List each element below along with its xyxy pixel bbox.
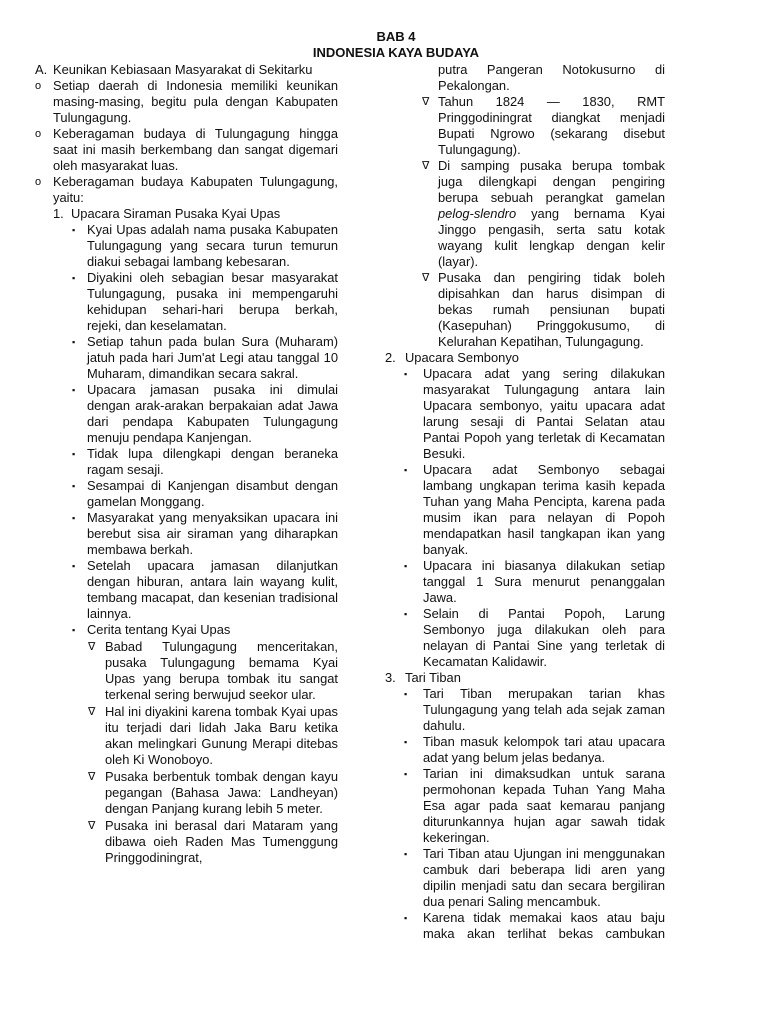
square-bullet-icon: ▪: [72, 337, 76, 347]
square-bullet-icon: ▪: [404, 737, 408, 747]
item3-bullet: [385, 734, 665, 766]
item1-heading: [35, 206, 338, 222]
square-bullet-icon: ▪: [404, 561, 408, 571]
item3-heading: [385, 670, 665, 686]
item2-bullet: [385, 462, 665, 558]
square-bullet-icon: ▪: [404, 769, 408, 779]
intro-point: [35, 174, 338, 206]
item2-bullet: [385, 606, 665, 670]
nabla-bullet-icon: ∇: [88, 706, 96, 718]
square-bullet-icon: ▪: [72, 625, 76, 635]
story-point-text: Pusaka ini berasal dari Mataram yang dibawa oieh Raden Mas Tumenggung Pringgodiningrat,: [105, 818, 338, 865]
right-column: [385, 62, 665, 942]
item1-bullet-text: Setiap tahun pada bulan Sura (Muharam) jatuh pada hari Jum'at Legi atau tanggal 10 Muharam, dimandikan secara sakral.: [87, 334, 338, 381]
item3-bullet-text: Tari Tiban merupakan tarian khas Tulungagung yang telah ada sejak zaman dahulu.: [423, 686, 665, 733]
item1-bullet: [35, 558, 338, 622]
item2-bullet-text: Upacara ini biasanya dilakukan setiap tanggal 1 Sura menurut penanggalan Jawa.: [423, 558, 665, 605]
story-point: [35, 818, 338, 866]
chapter-label: BAB 4: [376, 29, 416, 44]
square-bullet-icon: ▪: [72, 385, 76, 395]
square-bullet-icon: ▪: [404, 913, 408, 923]
nabla-bullet-icon: ∇: [422, 272, 430, 284]
story-point: [385, 94, 665, 158]
item2-bullet-text: Upacara adat yang sering dilakukan masyarakat Tulungagung antara lain Upacara sembonyo, yaitu upacara adat larung sesaji di Pantai Selatan atau Pantai Popoh yang terletak di Kecamatan Besuki.: [423, 366, 665, 461]
item1-bullet-text: Sesampai di Kanjengan disambut dengan gamelan Monggang.: [87, 478, 338, 509]
story-point: [35, 639, 338, 703]
item1-bullet-text: Kyai Upas adalah nama pusaka Kabupaten Tulungagung yang secara turun temurun diakui sebagai lambang kebesaran.: [87, 222, 338, 269]
story-point-text: Pusaka dan pengiring tidak boleh dipisahkan dan harus disimpan di bekas rumah pensiunan bupati (Kasepuhan) Pringgokusumo, di Kelurahan Kepatihan, Tulungagung.: [438, 270, 665, 349]
item3-bullet: [385, 766, 665, 846]
story-text-part: yang bernama Kyai Jinggo pengasih, serta satu kotak wayang kulit lengkap dengan kelir (layar).: [438, 206, 665, 269]
item3-bullet-text: Karena tidak memakai kaos atau baju maka akan terlihat bekas cambukan: [423, 910, 665, 941]
circle-bullet-icon: o: [35, 80, 42, 92]
item1-bullet: [35, 222, 338, 270]
item3-title: Tari Tiban: [405, 670, 461, 685]
item2-bullet-text: Selain di Pantai Popoh, Larung Sembonyo juga dilakukan oleh para nelayan di Pantai Sine yang terletak di Kecamatan Kalidawir.: [423, 606, 665, 669]
item1-bullet-text: Upacara jamasan pusaka ini dimulai dengan arak-arakan berpakaian adat Jawa dari pendapa Kabupaten Tulungagung menuju pendapa Kanjengan.: [87, 382, 338, 445]
square-bullet-icon: ▪: [72, 513, 76, 523]
item1-bullet: [35, 334, 338, 382]
item1-bullet: [35, 510, 338, 558]
square-bullet-icon: ▪: [404, 609, 408, 619]
section-a-heading: [35, 62, 338, 78]
item3-bullet-text: Tiban masuk kelompok tari atau upacara adat yang belum jelas bedanya.: [423, 734, 665, 765]
item2-bullet: [385, 558, 665, 606]
item1-bullet: [35, 446, 338, 478]
item1-bullet-text: Diyakini oleh sebagian besar masyarakat Tulungagung, pusaka ini mempengaruhi kehidupan sehari-hari berupa berkah, rejeki, dan keselamatan.: [87, 270, 338, 333]
square-bullet-icon: ▪: [72, 449, 76, 459]
left-column: [35, 62, 338, 866]
story-point-text: Hal ini diyakini karena tombak Kyai upas itu terjadi dari lidah Jaka Baru ketika akan melingkari Gunung Merapi ditebas oleh Ki Wonoboyo.: [105, 704, 338, 767]
item1-bullet: [35, 478, 338, 510]
square-bullet-icon: ▪: [72, 273, 76, 283]
square-bullet-icon: ▪: [72, 481, 76, 491]
square-bullet-icon: ▪: [72, 225, 76, 235]
story-point-continued: [385, 62, 665, 94]
item1-bullet-text: Setelah upacara jamasan dilanjutkan dengan hiburan, antara lain wayang kulit, tembang macapat, dan kesenian tradisional lainnya.: [87, 558, 338, 621]
item3-bullet-text: Tarian ini dimaksudkan untuk sarana permohonan kepada Tuhan Yang Maha Esa agar pada saat kemarau panjang diturunkannya hujan agar sawah tidak kekeringan.: [423, 766, 665, 845]
item1-title: Upacara Siraman Pusaka Kyai Upas: [71, 206, 281, 221]
story-point-text: Babad Tulungagung menceritakan, pusaka Tulungagung bemama Kyai Upas yang berupa tombak itu sangat terkenal sering berwujud seekor ular.: [105, 639, 338, 702]
section-a-marker: A.: [35, 62, 48, 77]
italic-term: pelog-slendro: [438, 206, 517, 221]
item1-bullet: [35, 382, 338, 446]
nabla-bullet-icon: ∇: [422, 96, 430, 108]
item3-bullet-text: Tari Tiban atau Ujungan ini menggunakan cambuk dari beberapa lidi aren yang dipilin menjadi satu dan secara bergiliran dua penari Saling mencambuk.: [423, 846, 665, 909]
square-bullet-icon: ▪: [404, 369, 408, 379]
item1-bullet-text: Tidak lupa dilengkapi dengan beraneka ragam sesaji.: [87, 446, 338, 477]
story-point: [385, 158, 665, 270]
story-point-text: Tahun 1824 — 1830, RMT Pringgodiningrat diangkat menjadi Bupati Ngrowo (sekarang disebut Tulungagung).: [438, 94, 665, 157]
story-point: [35, 769, 338, 817]
intro-point: [35, 126, 338, 174]
nabla-bullet-icon: ∇: [88, 771, 96, 783]
item2-number: 2.: [385, 350, 396, 365]
item1-bullet-text: Cerita tentang Kyai Upas: [87, 622, 231, 637]
circle-bullet-icon: o: [35, 176, 42, 188]
square-bullet-icon: ▪: [72, 561, 76, 571]
section-a-title: Keunikan Kebiasaan Masyarakat di Sekitarku: [53, 62, 313, 77]
item3-bullet: [385, 910, 665, 942]
square-bullet-icon: ▪: [404, 689, 408, 699]
story-point: [35, 704, 338, 768]
item1-bullet: [35, 270, 338, 334]
square-bullet-icon: ▪: [404, 465, 408, 475]
item2-bullet: [385, 366, 665, 462]
page-title: INDONESIA KAYA BUDAYA: [312, 45, 480, 60]
item2-bullet-text: Upacara adat Sembonyo sebagai lambang ungkapan terima kasih kepada Tuhan yang Maha Pencipta, karena pada musim ikan para nelayan di Popoh mendapatkan hasil tangkapan ikan yang banyak.: [423, 462, 665, 557]
circle-bullet-icon: o: [35, 128, 42, 140]
square-bullet-icon: ▪: [404, 849, 408, 859]
item3-bullet: [385, 846, 665, 910]
story-point: [385, 270, 665, 350]
story-point-text: Pusaka berbentuk tombak dengan kayu pegangan (Bahasa Jawa: Landheyan) dengan Panjang kurang lebih 5 meter.: [105, 769, 338, 816]
item3-bullet: [385, 686, 665, 734]
item1-bullet: [35, 622, 338, 638]
intro-point-text: Setiap daerah di Indonesia memiliki keunikan masing-masing, begitu pula dengan Kabupaten Tulungagung.: [53, 78, 338, 125]
intro-point-text: Keberagaman budaya Kabupaten Tulungagung, yaitu:: [53, 174, 338, 205]
item2-title: Upacara Sembonyo: [405, 350, 519, 365]
item2-heading: [385, 350, 665, 366]
intro-point-text: Keberagaman budaya di Tulungagung hingga saat ini masih berkembang dan sangat digemari oleh masyarakat luas.: [53, 126, 338, 173]
item3-number: 3.: [385, 670, 396, 685]
story-point-text: putra Pangeran Notokusurno di Pekalongan.: [438, 62, 665, 93]
story-point-text: [438, 158, 665, 270]
item1-number: 1.: [53, 206, 64, 221]
nabla-bullet-icon: ∇: [88, 641, 96, 653]
nabla-bullet-icon: ∇: [88, 820, 96, 832]
nabla-bullet-icon: ∇: [422, 160, 430, 172]
story-text-part: Di samping pusaka berupa tombak juga dilengkapi dengan pengiring berupa sebuah perangkat gamelan: [438, 158, 665, 205]
item1-bullet-text: Masyarakat yang menyaksikan upacara ini berebut sisa air siraman yang diharapkan membawa berkah.: [87, 510, 338, 557]
intro-point: [35, 78, 338, 126]
